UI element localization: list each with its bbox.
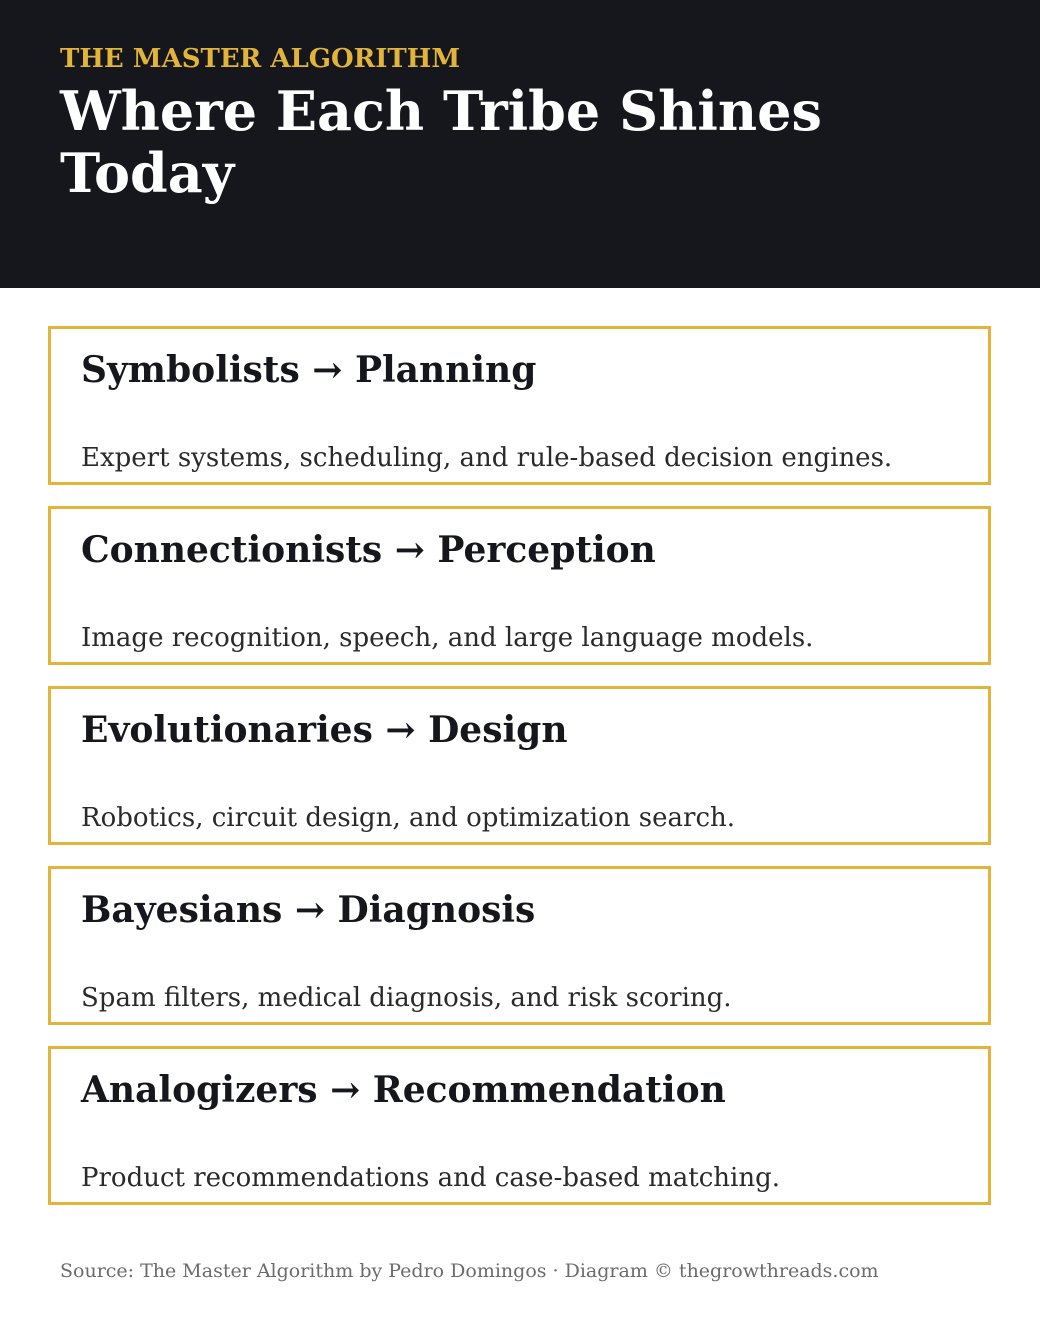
card-title: Analogizers → Recommendation (81, 1069, 726, 1111)
header-banner (0, 0, 1040, 288)
card-description: Spam filters, medical diagnosis, and risk scoring. (81, 983, 732, 1013)
card-title: Bayesians → Diagnosis (81, 889, 536, 931)
tribe-card-analogizers (48, 1046, 991, 1205)
card-description: Image recognition, speech, and large language models. (81, 623, 814, 653)
tribe-card-symbolists (48, 326, 991, 485)
source-footer: Source: The Master Algorithm by Pedro Domingos · Diagram © thegrowthreads.com (60, 1260, 879, 1282)
tribe-card-evolutionaries (48, 686, 991, 845)
card-description: Product recommendations and case-based matching. (81, 1163, 781, 1193)
card-title: Connectionists → Perception (81, 529, 656, 571)
eyebrow-label: THE MASTER ALGORITHM (60, 44, 461, 74)
tribe-card-connectionists (48, 506, 991, 665)
card-description: Expert systems, scheduling, and rule-based decision engines. (81, 443, 893, 473)
page-title: Where Each Tribe Shines Today (60, 79, 822, 205)
tribe-card-list (48, 326, 991, 1226)
card-title: Evolutionaries → Design (81, 709, 568, 751)
card-description: Robotics, circuit design, and optimization search. (81, 803, 736, 833)
tribe-card-bayesians (48, 866, 991, 1025)
card-title: Symbolists → Planning (81, 349, 537, 391)
